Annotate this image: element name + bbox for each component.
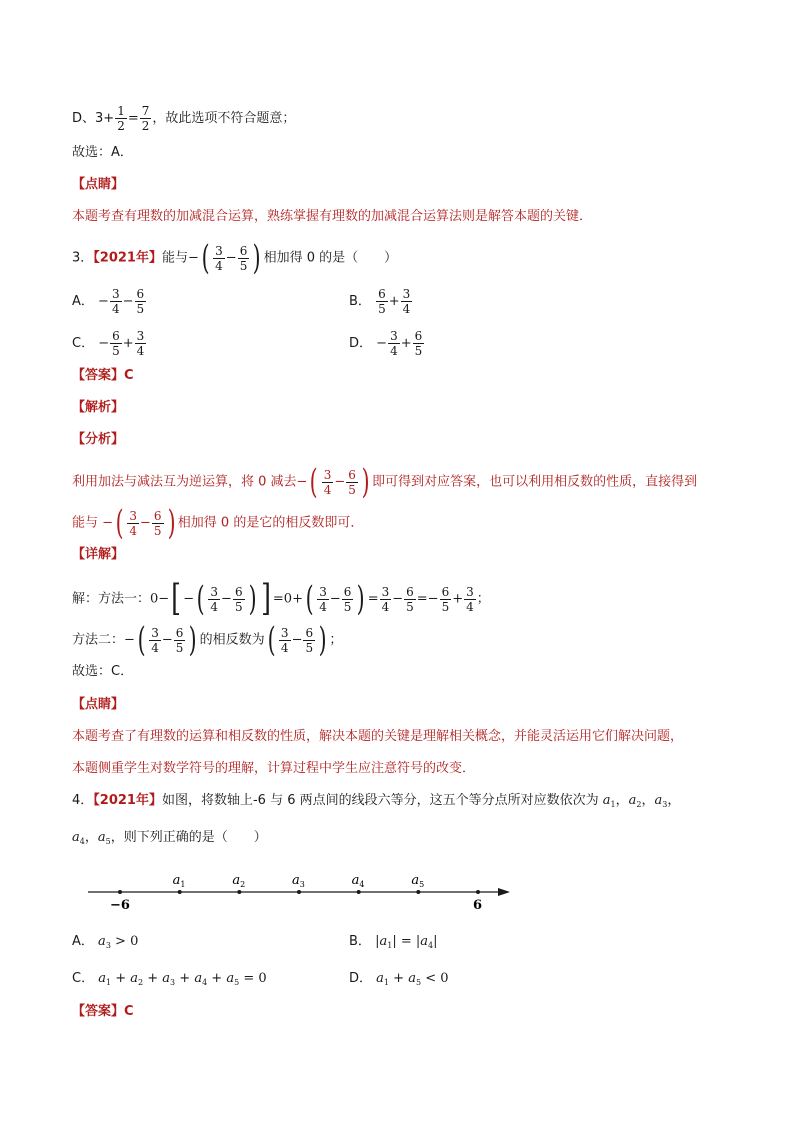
q3-fenxi-tag: 【分析】	[72, 432, 125, 447]
axis-points	[118, 873, 480, 894]
q3-option-d: D． − $\frac{3}{4}$ + $\frac{6}{5}$	[349, 329, 423, 358]
q4-option-a: A． $a_3 > 0$	[72, 934, 139, 950]
q2-comment-text: 本题考查有理数的加减混合运算，熟练掌握有理数的加减混合运算法则是解答本题的关键．	[72, 209, 593, 224]
axis-point	[357, 890, 361, 894]
q3-method2: 方法二：−( $\frac{3}{4}$ − $\frac{6}{5}$ ) 的相反数为( $\frac{3}{4}$ − $\frac{6}{5}$ ) ；	[72, 620, 343, 660]
q4-option-c: C． $a_1 + a_2 + a_3 + a_4 + a_5 = 0$	[72, 971, 267, 987]
axis-point	[118, 890, 122, 894]
arrow-head-icon	[498, 888, 510, 896]
q3-option-c: C． − $\frac{6}{5}$ + $\frac{3}{4}$	[72, 329, 145, 358]
axis-point	[476, 890, 480, 894]
q3-answer: 【答案】C	[72, 368, 134, 383]
axis-point-label: $a_3$	[292, 873, 305, 889]
q3-fenxi-line1: 利用加法与减法互为逆运算，将 0 减去−( $\frac{3}{4}$ − $\frac{6}{5}$ ) 即可得到对应答案，也可以利用相反数的性质，直接得到	[72, 462, 698, 502]
axis-point-label: $a_4$	[351, 873, 365, 889]
q4-stem-line2: $a_4$，$a_5$，则下列正确的是（ ）	[72, 830, 267, 846]
axis-point-label: $a_2$	[232, 873, 246, 889]
q3-option-b: B． $\frac{6}{5}$ + $\frac{3}{4}$	[349, 287, 411, 316]
q2-choose: 故选：A．	[72, 145, 133, 160]
q3-analysis-tag: 【解析】	[72, 400, 125, 415]
q3-stem: 3．【2021年】能与−( $\frac{3}{4}$ − $\frac{6}{5}$ ) 相加得 0 的是（ ）	[72, 238, 398, 278]
axis-point	[178, 890, 182, 894]
q2-option-d: D、3+ $\frac{1}{2}$ = $\frac{7}{2}$ ，故此选项不符合题意；	[72, 104, 296, 133]
axis-right-label: 6	[473, 898, 483, 913]
fraction: $\frac{7}{2}$	[141, 104, 150, 133]
q3-comment-tag: 【点睛】	[72, 697, 125, 712]
q2-comment-tag: 【点睛】	[72, 177, 125, 192]
q4-option-b: B． $|a_1| = |a_4|$	[349, 934, 438, 950]
q3-comment-line2: 本题侧重学生对数学符号的理解，计算过程中学生应注意符号的改变．	[72, 761, 476, 776]
q4-stem-line1: 4．【2021年】如图，将数轴上-6 与 6 两点间的线段六等分，这五个等分点所对应数依次为 $a_1$，$a_2$，$a_3$，	[72, 793, 681, 809]
axis-point	[237, 890, 241, 894]
fraction: $\frac{1}{2}$	[117, 104, 125, 133]
q3-fenxi-line2: 能与 −( $\frac{3}{4}$ − $\frac{6}{5}$ ) 相加得 0 的是它的相反数即可．	[72, 503, 364, 543]
number-line-figure	[80, 868, 520, 914]
q3-comment-line1: 本题考查了有理数的运算和相反数的性质，解决本题的关键是理解相关概念，并能灵活运用它们解决问题，	[72, 729, 684, 744]
axis-point	[297, 890, 301, 894]
q3-detail-tag: 【详解】	[72, 547, 125, 562]
q3-method1: 解：方法一：0−[ −( $\frac{3}{4}$ − $\frac{6}{5}$ ) ] =0+( $\frac{3}{4}$ − $\frac{6}{5}$ ) = $\frac{3}{4}$ − $\frac{6}{5}$ =− $\frac{6}{5}$ + $\frac{3}{4}$ ；	[72, 578, 490, 619]
q4-answer: 【答案】C	[72, 1004, 134, 1019]
axis-left-label: −6	[110, 898, 130, 913]
axis-point-label: $a_1$	[172, 873, 186, 889]
q4-option-d: D． $a_1 + a_5 < 0$	[349, 971, 449, 987]
q3-option-a: A． − $\frac{3}{4}$ − $\frac{6}{5}$	[72, 287, 145, 316]
axis-point-label: $a_5$	[411, 873, 425, 889]
axis-point	[416, 890, 420, 894]
q3-choose: 故选：C．	[72, 664, 134, 679]
